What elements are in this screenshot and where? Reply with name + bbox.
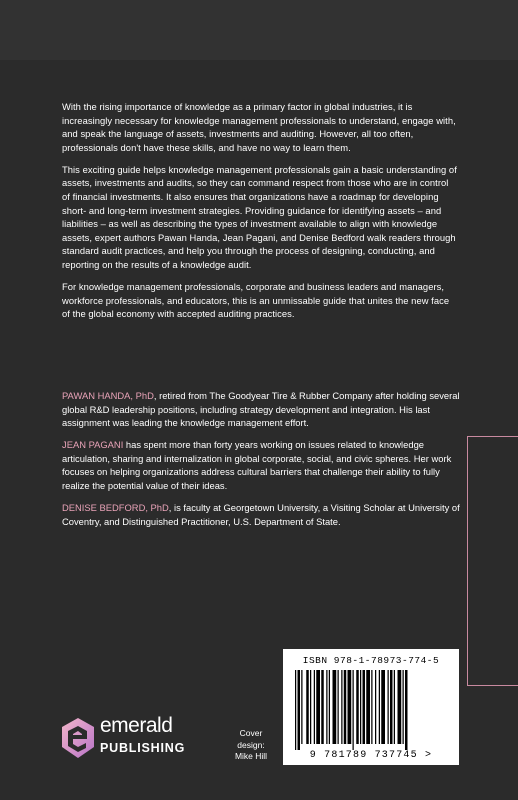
cover-credit — [226, 728, 276, 763]
author-bio-handa — [62, 389, 462, 430]
author-name: JEAN PAGANI — [62, 439, 124, 451]
author-bios — [62, 389, 462, 537]
isbn-label: ISBN 978-1-78973-774-5 — [302, 655, 440, 666]
credit-line: design: — [237, 739, 265, 750]
publisher-logo — [61, 714, 211, 764]
barcode-bars — [295, 670, 447, 750]
description-paragraph-3: For knowledge management professionals, corporate and business leaders and managers, workforce professionals, and educators, this is an unmissable guide that unites the new face of the global economy with accepted auditing practices. — [62, 281, 450, 320]
barcode-digits: 9 781789 737745 > — [309, 750, 433, 761]
publisher-name-top: emerald — [100, 714, 173, 737]
credit-line: Mike Hill — [234, 751, 268, 761]
decorative-frame — [467, 436, 518, 686]
author-bio-text: , retired from The Goodyear Tire & Rubber Company after holding several global R&D leadership positions, including strategy development and integration. His last assignment was leading the knowledge management effort. — [62, 390, 460, 429]
publisher-name-bottom: PUBLISHING — [100, 741, 186, 755]
credit-line: Cover — [239, 728, 263, 738]
author-bio-text: has spent more than forty years working on issues related to knowledge articulation, sharing and internalization in global corporate, social, and civic spheres. Her work focuses on helping organizations address cultural barriers that challenge their ability to fully realize the potential value of their ideas. — [62, 439, 452, 492]
author-bio-pagani — [62, 438, 462, 492]
author-name: DENISE BEDFORD, PhD — [62, 502, 169, 514]
description — [62, 100, 458, 329]
emerald-logo-icon — [61, 717, 95, 759]
description-paragraph-2: This exciting guide helps knowledge management professionals gain a basic understanding of assets, investments and audits, so they can command respect from those who are in control of financial investments. It also ensures that organizations have a roadmap for developing short- and long-term investment strategies. Providing guidance for identifying assets – and liabilities – as well as describing the types of investment available to align with knowledge assets, expert authors Pawan Handa, Jean Pagani, and Denise Bedford walk readers through standard audit practices, and help you through the process of designing, conducting, and reporting on the results of a knowledge audit. — [62, 163, 457, 271]
author-bio-bedford — [62, 501, 462, 528]
author-name: PAWAN HANDA, PhD — [62, 390, 154, 401]
top-band — [0, 0, 518, 60]
author-bio-text: , is faculty at Georgetown University, a Visiting Scholar at University of Coventry, and Distinguished Practitioner, U.S. Department of State. — [62, 502, 460, 527]
barcode — [283, 649, 459, 765]
description-paragraph-1: With the rising importance of knowledge as a primary factor in global industries, it is increasingly necessary for knowledge management professionals to understand, engage with, and speak the language of assets, investments and auditing. However, all too often, professionals don't have these skills, and have no way to learn them. — [62, 101, 456, 153]
